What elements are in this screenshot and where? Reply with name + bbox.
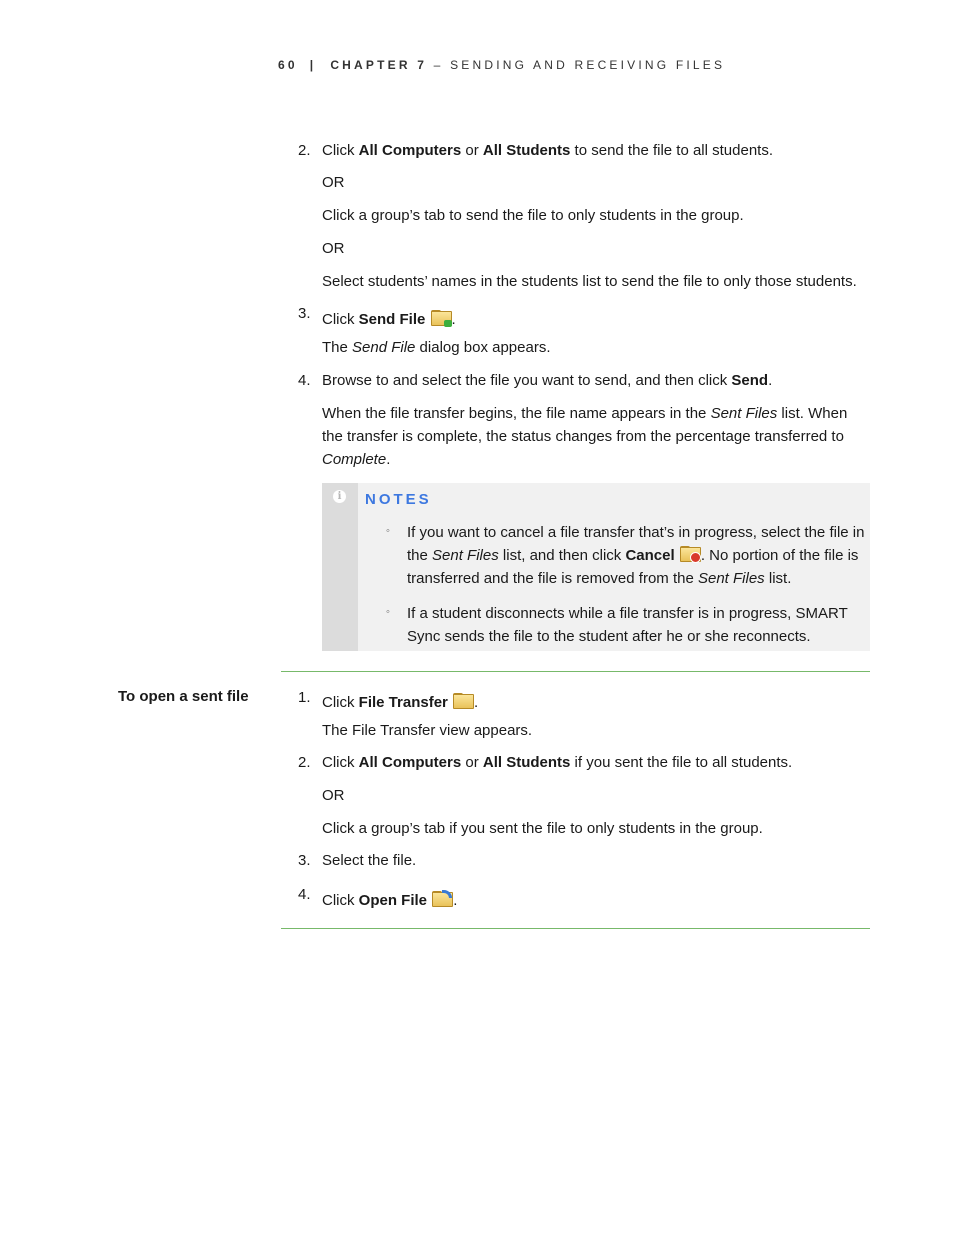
select-students-text: Select students’ names in the students list to send the file to only those students. (322, 273, 857, 290)
step-text: Click Send File . (322, 311, 456, 328)
section-label: To open a sent file (118, 688, 249, 705)
transfer-description: When the file transfer begins, the file name appears in the Sent Files list. When the transfer is complete, the status changes from the percentage transferred to Complete. (322, 405, 848, 468)
group-tab-text: Click a group’s tab to send the file to only students in the group. (322, 207, 744, 224)
step-number: 3. (298, 305, 311, 322)
step-number: 3. (298, 852, 311, 869)
step-text: Select the file. (322, 852, 417, 869)
step-number: 1. (298, 689, 311, 706)
step-text: Click Open File . (322, 892, 458, 909)
step-text: Click File Transfer . (322, 694, 479, 711)
step-number: 2. (298, 142, 311, 159)
section-divider (281, 928, 870, 929)
step-number: 4. (298, 886, 311, 903)
notes-title: NOTES (365, 491, 432, 508)
step-text: Click All Computers or All Students if you sent the file to all students. (322, 754, 793, 771)
dialog-appears-text: The Send File dialog box appears. (322, 339, 551, 356)
all-students-label: All Students (482, 754, 571, 771)
notes-sidebar (322, 483, 358, 651)
or-text: OR (322, 174, 345, 191)
chapter-label: CHAPTER 7 (330, 58, 428, 72)
header-separator: | (309, 58, 317, 72)
cancel-label: Cancel (625, 547, 675, 564)
chapter-title: – SENDING AND RECEIVING FILES (433, 58, 726, 72)
step-text: Browse to and select the file you want to send, and then click Send. (322, 372, 773, 389)
step-text: Click All Computers or All Students to send the file to all students. (322, 142, 774, 159)
cancel-icon (679, 545, 701, 563)
group-tab-text: Click a group’s tab if you sent the file to only students in the group. (322, 820, 763, 837)
file-transfer-icon (452, 692, 474, 710)
note-student-disconnects: If a student disconnects while a file transfer is in progress, SMART Sync sends the file to the student after he or she reconnects. (407, 605, 848, 645)
note-cancel-transfer: If you want to cancel a file transfer that’s in progress, select the file in the Sent Files list, and then click Cancel . No portion of the file is transferred and the file is removed from the Sent Files list. (407, 524, 865, 587)
notes-box (322, 483, 870, 651)
all-computers-label: All Computers (358, 142, 462, 159)
info-icon: i (333, 490, 346, 503)
send-label: Send (731, 372, 769, 389)
or-text: OR (322, 787, 345, 804)
or-text: OR (322, 240, 345, 257)
all-computers-label: All Computers (358, 754, 462, 771)
step-number: 2. (298, 754, 311, 771)
send-file-icon (430, 309, 452, 327)
page-number: 60 (278, 58, 298, 72)
section-divider (281, 671, 870, 672)
bullet-icon: ◦ (386, 525, 390, 537)
send-file-label: Send File (358, 311, 426, 328)
step-number: 4. (298, 372, 311, 389)
page-header (278, 58, 725, 72)
open-file-icon (431, 890, 453, 908)
file-transfer-label: File Transfer (358, 694, 448, 711)
view-appears-text: The File Transfer view appears. (322, 722, 533, 739)
bullet-icon: ◦ (386, 606, 390, 618)
all-students-label: All Students (482, 142, 571, 159)
open-file-label: Open File (358, 892, 428, 909)
